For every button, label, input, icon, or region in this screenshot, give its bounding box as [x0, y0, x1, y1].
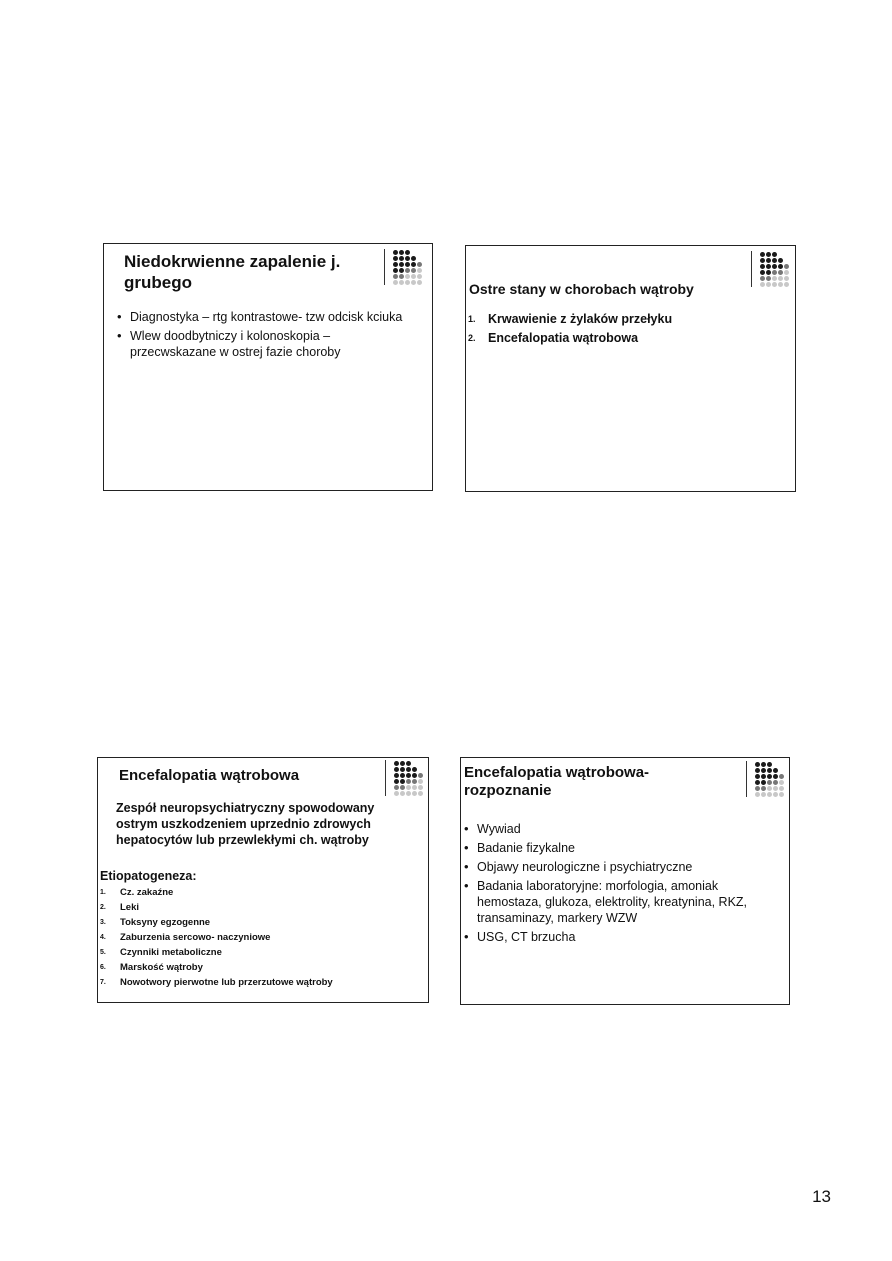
- dot-icon: [773, 780, 778, 785]
- dot-icon: [405, 280, 410, 285]
- dot-icon: [755, 786, 760, 791]
- dot-icon: [394, 773, 399, 778]
- dot-icon: [784, 276, 789, 281]
- dot-icon: [779, 774, 784, 779]
- dot-icon: [772, 264, 777, 269]
- dot-icon: [412, 767, 417, 772]
- dot-icon: [766, 258, 771, 263]
- dot-icon: [760, 252, 765, 257]
- dot-icon: [394, 761, 399, 766]
- dot-icon: [399, 280, 404, 285]
- dot-icon: [400, 791, 405, 796]
- dot-icon: [399, 274, 404, 279]
- dot-icon: [772, 270, 777, 275]
- dot-icon: [393, 268, 398, 273]
- dot-icon: [411, 250, 416, 255]
- numbered-list: [468, 310, 768, 348]
- dot-icon: [417, 256, 422, 261]
- dot-icon: [418, 773, 423, 778]
- dot-icon: [406, 761, 411, 766]
- dot-icon: [761, 780, 766, 785]
- dot-icon: [393, 250, 398, 255]
- list-item: 1. Cz. zakaźne: [100, 887, 174, 898]
- dot-icon: [761, 762, 766, 767]
- dot-icon: [418, 791, 423, 796]
- dot-icon: [778, 258, 783, 263]
- list-item: • Badania laboratoryjne: morfologia, amoniak hemostaza, glukoza, elektrolity, kreatynina, RKZ, transaminazy, markery WZW: [461, 878, 781, 926]
- dot-icon: [760, 264, 765, 269]
- dot-icon: [412, 761, 417, 766]
- dot-icon: [772, 258, 777, 263]
- dot-icon: [755, 768, 760, 773]
- dot-icon: [418, 767, 423, 772]
- dot-icon: [399, 250, 404, 255]
- dot-icon: [760, 276, 765, 281]
- list-item: • Badanie fizykalne: [461, 840, 781, 856]
- dot-icon: [755, 774, 760, 779]
- dot-icon: [779, 786, 784, 791]
- dot-icon: [405, 262, 410, 267]
- dot-icon: [400, 773, 405, 778]
- dot-icon: [778, 252, 783, 257]
- dot-icon: [405, 274, 410, 279]
- list-item: 5. Czynniki metaboliczne: [100, 947, 222, 958]
- dot-icon: [400, 779, 405, 784]
- dot-icon: [773, 774, 778, 779]
- numbered-list: [100, 885, 420, 990]
- dot-icon: [755, 780, 760, 785]
- dot-icon: [766, 282, 771, 287]
- dot-icon: [393, 274, 398, 279]
- dot-icon: [767, 774, 772, 779]
- dot-icon: [417, 262, 422, 267]
- dot-icon: [400, 761, 405, 766]
- dot-icon: [399, 268, 404, 273]
- dot-icon: [755, 762, 760, 767]
- dot-icon: [393, 280, 398, 285]
- dot-icon: [772, 282, 777, 287]
- dot-icon: [779, 768, 784, 773]
- dot-icon: [784, 252, 789, 257]
- slide-title: Encefalopatia wątrobowa- rozpoznanie: [464, 764, 650, 799]
- list-item: • USG, CT brzucha: [461, 929, 781, 945]
- dot-icon: [393, 256, 398, 261]
- dot-icon: [393, 262, 398, 267]
- slide-title: Ostre stany w chorobach wątroby: [469, 281, 694, 297]
- dot-icon: [766, 270, 771, 275]
- dot-icon: [418, 785, 423, 790]
- section-subtitle: Etiopatogeneza:: [100, 869, 197, 883]
- dot-icon: [772, 276, 777, 281]
- dot-icon: [755, 792, 760, 797]
- list-item: 7. Nowotwory pierwotne lub przerzutowe wątroby: [100, 977, 333, 988]
- list-item: 2. Encefalopatia wątrobowa: [468, 331, 639, 345]
- dot-icon: [411, 262, 416, 267]
- decorative-dots-icon: [384, 249, 422, 285]
- dot-icon: [778, 264, 783, 269]
- dot-icon: [412, 773, 417, 778]
- dot-icon: [406, 779, 411, 784]
- dot-icon: [779, 780, 784, 785]
- list-item: • Wlew doodbytniczy i kolonoskopia – przecwskazane w ostrej fazie choroby: [114, 328, 414, 360]
- slide-encephalopathy-diagnosis: [460, 757, 790, 1005]
- list-item: • Wywiad: [461, 821, 781, 837]
- slide-acute-liver-states: [465, 245, 796, 492]
- dot-icon: [761, 792, 766, 797]
- dot-icon: [406, 773, 411, 778]
- dot-icon: [394, 779, 399, 784]
- dot-icon: [400, 767, 405, 772]
- page-number: 13: [812, 1187, 831, 1206]
- dot-icon: [784, 264, 789, 269]
- decorative-dots-icon: [751, 251, 789, 287]
- bullet-list: [461, 821, 781, 948]
- list-item: 1. Krwawienie z żylaków przełyku: [468, 312, 673, 326]
- dot-icon: [418, 761, 423, 766]
- dot-icon: [784, 270, 789, 275]
- dot-icon: [779, 762, 784, 767]
- dot-icon: [417, 274, 422, 279]
- dot-icon: [766, 276, 771, 281]
- dot-icon: [417, 250, 422, 255]
- slide-hepatic-encephalopathy: [97, 757, 429, 1003]
- decorative-dots-icon: [746, 761, 784, 797]
- dot-icon: [773, 762, 778, 767]
- dot-icon: [411, 268, 416, 273]
- list-item: 6. Marskość wątroby: [100, 962, 203, 973]
- bullet-list: [114, 309, 414, 363]
- dot-icon: [405, 268, 410, 273]
- dot-icon: [778, 282, 783, 287]
- dot-icon: [761, 786, 766, 791]
- dot-icon: [411, 256, 416, 261]
- dot-icon: [773, 792, 778, 797]
- dot-icon: [767, 762, 772, 767]
- dot-icon: [784, 258, 789, 263]
- dot-icon: [417, 280, 422, 285]
- decorative-dots-icon: [385, 760, 423, 796]
- dot-icon: [418, 779, 423, 784]
- dot-icon: [766, 264, 771, 269]
- dot-icon: [405, 256, 410, 261]
- dot-icon: [784, 282, 789, 287]
- dot-icon: [406, 785, 411, 790]
- list-item: • Objawy neurologiczne i psychiatryczne: [461, 859, 781, 875]
- dot-icon: [761, 768, 766, 773]
- dot-icon: [760, 270, 765, 275]
- dot-icon: [412, 785, 417, 790]
- list-item: 2. Leki: [100, 902, 140, 913]
- dot-icon: [766, 252, 771, 257]
- slide-title: Encefalopatia wątrobowa: [119, 767, 300, 784]
- dot-icon: [772, 252, 777, 257]
- slide-colon-ischemia: [103, 243, 433, 491]
- dot-icon: [779, 792, 784, 797]
- list-item: 4. Zaburzenia sercowo- naczyniowe: [100, 932, 271, 943]
- dot-icon: [778, 270, 783, 275]
- dot-icon: [767, 768, 772, 773]
- dot-icon: [412, 779, 417, 784]
- slide-title: Niedokrwienne zapalenie j. grubego: [124, 252, 341, 292]
- dot-icon: [405, 250, 410, 255]
- dot-icon: [417, 268, 422, 273]
- dot-icon: [761, 774, 766, 779]
- definition-text: Zespół neuropsychiatryczny spowodowany ostrym uszkodzeniem uprzednio zdrowych hepatocytów lub przewlekłymi ch. wątroby: [116, 801, 375, 847]
- dot-icon: [400, 785, 405, 790]
- dot-icon: [411, 280, 416, 285]
- dot-icon: [394, 767, 399, 772]
- dot-icon: [767, 780, 772, 785]
- dot-icon: [767, 792, 772, 797]
- dot-icon: [773, 768, 778, 773]
- dot-icon: [394, 785, 399, 790]
- dot-icon: [760, 282, 765, 287]
- dot-icon: [399, 256, 404, 261]
- list-item: 3. Toksyny egzogenne: [100, 917, 211, 928]
- dot-icon: [406, 791, 411, 796]
- dot-icon: [778, 276, 783, 281]
- dot-icon: [773, 786, 778, 791]
- dot-icon: [767, 786, 772, 791]
- dot-icon: [399, 262, 404, 267]
- dot-icon: [394, 791, 399, 796]
- dot-icon: [412, 791, 417, 796]
- dot-icon: [406, 767, 411, 772]
- list-item: • Diagnostyka – rtg kontrastowe- tzw odcisk kciuka: [114, 309, 414, 325]
- dot-icon: [411, 274, 416, 279]
- dot-icon: [760, 258, 765, 263]
